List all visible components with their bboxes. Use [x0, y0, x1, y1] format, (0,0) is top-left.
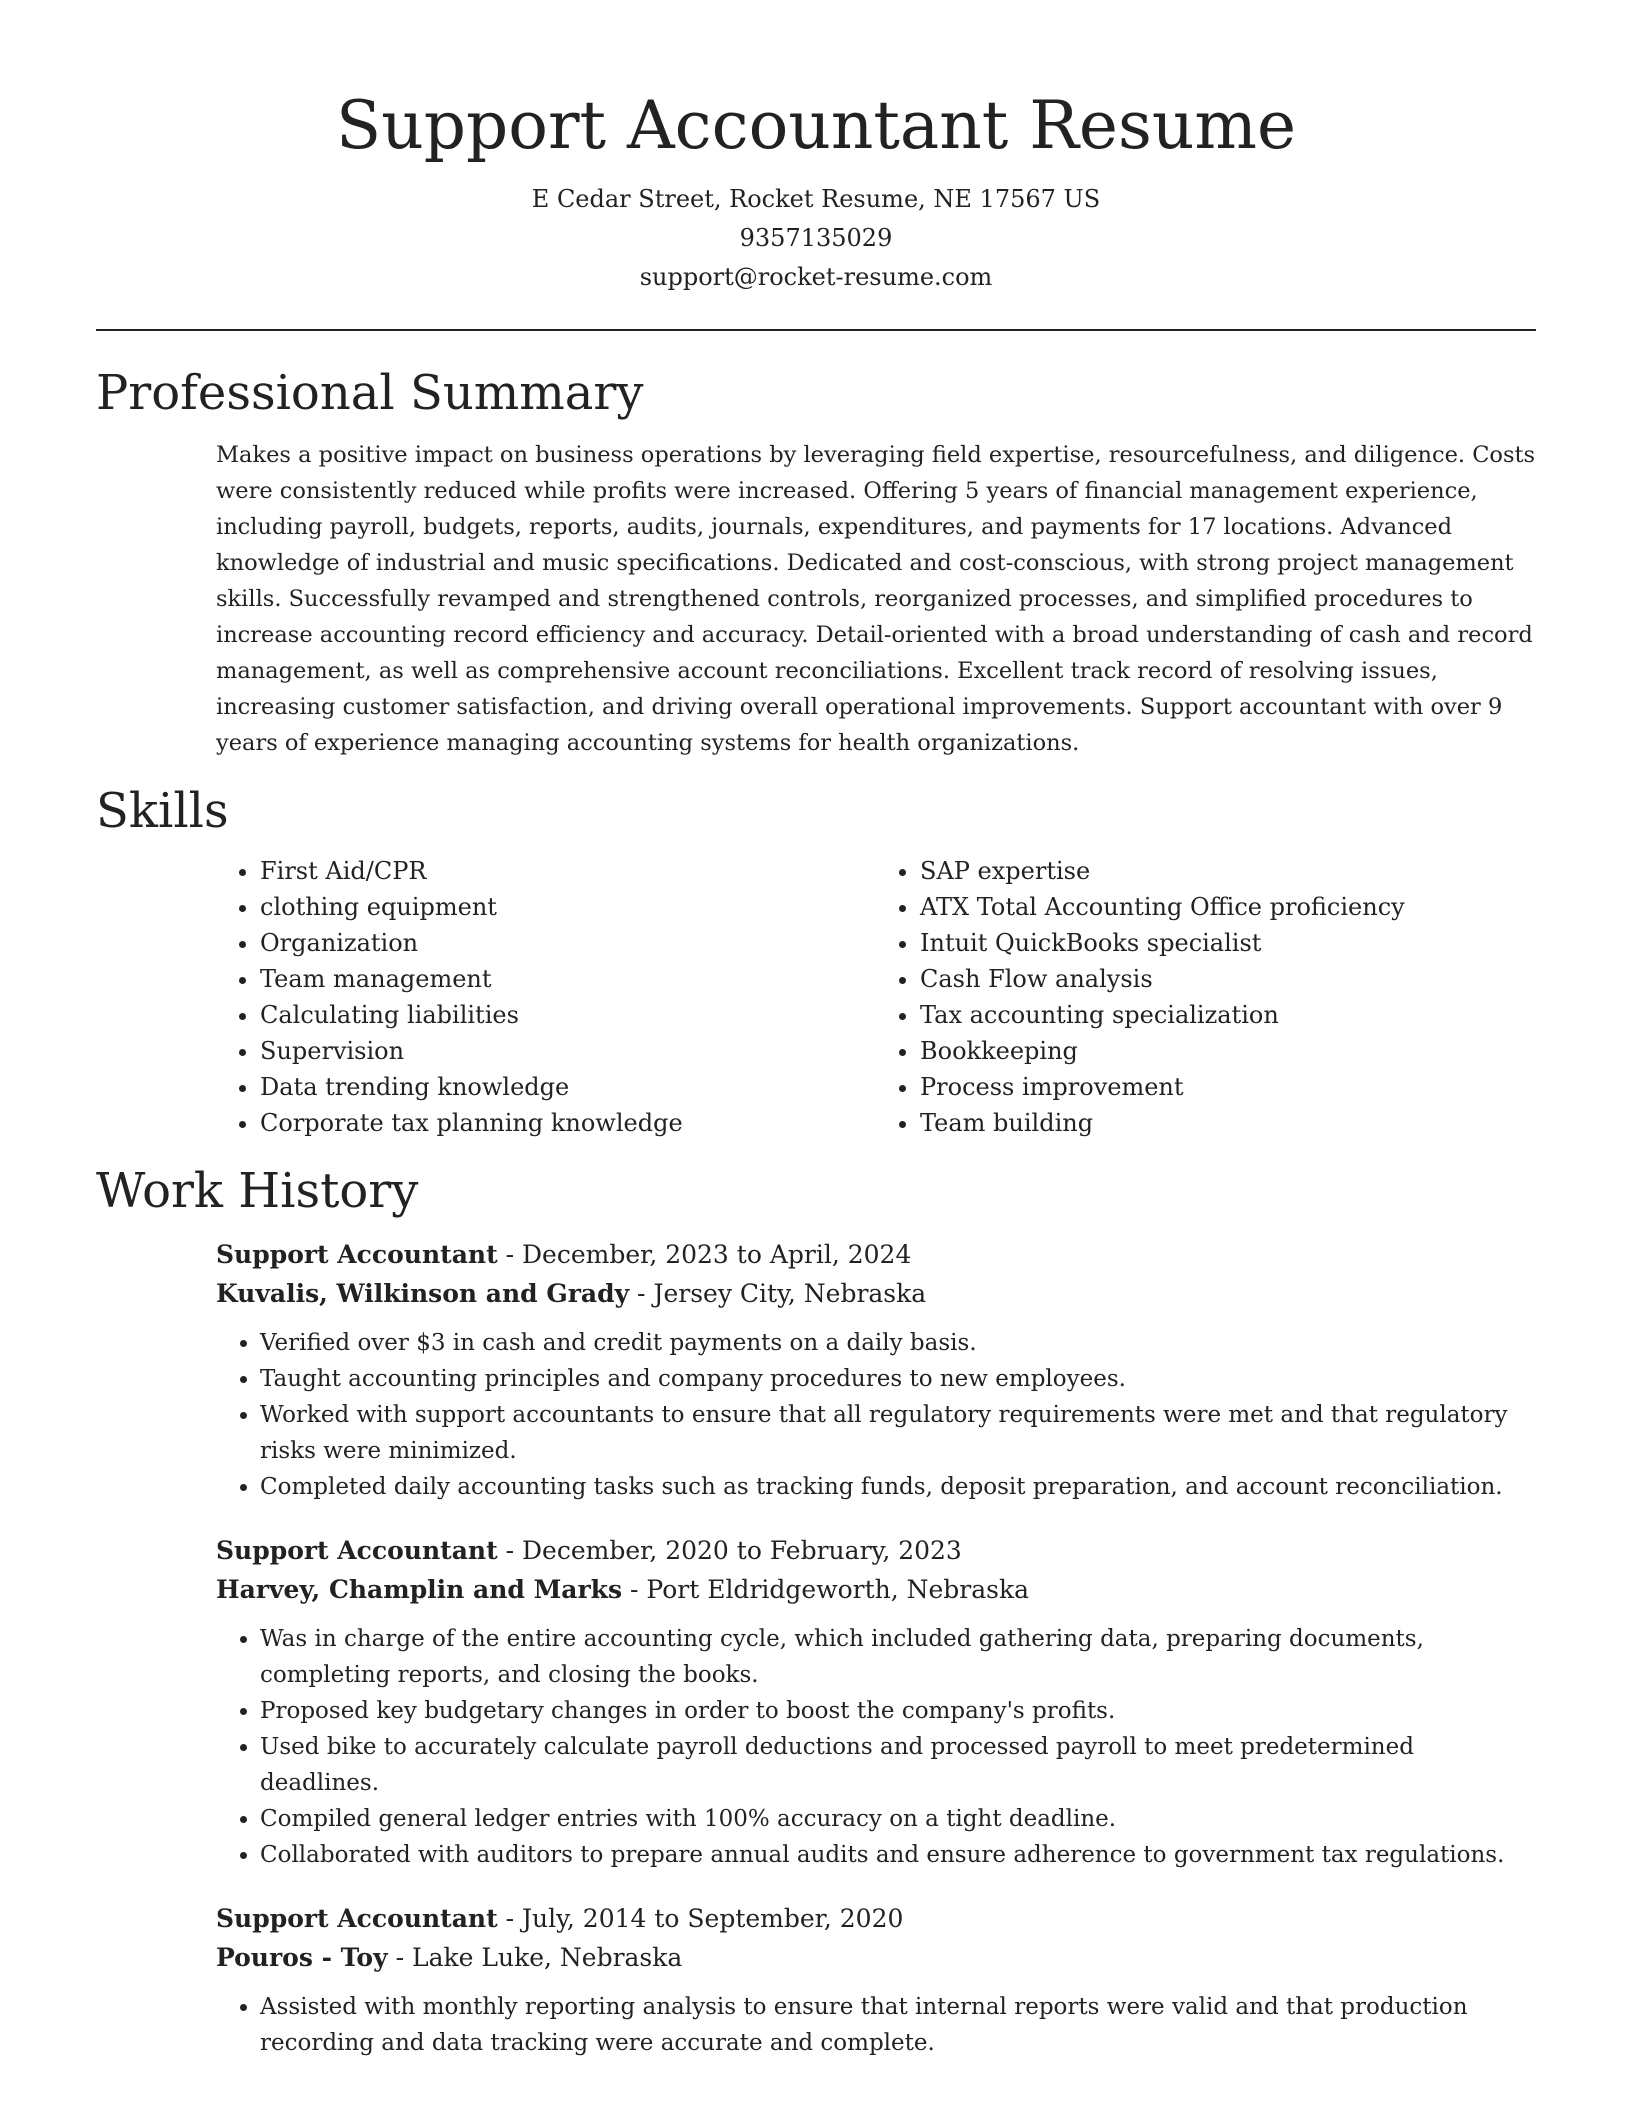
- skills-heading: Skills: [96, 783, 229, 839]
- job-bullet: • Used bike to accurately calculate payroll deductions and processed payroll to meet predetermined deadlines.: [260, 1729, 1536, 1801]
- contact-address: E Cedar Street, Rocket Resume, NE 17567 US: [531, 185, 1101, 213]
- job-bullet: • Compiled general ledger entries with 100% accuracy on a tight deadline.: [260, 1801, 1536, 1837]
- skills-list-right: [876, 853, 1536, 1141]
- job-bullet: • Proposed key budgetary changes in order to boost the company's profits.: [260, 1693, 1536, 1729]
- job-location: - Jersey City, Nebraska: [629, 1279, 927, 1308]
- job-company: Kuvalis, Wilkinson and Grady: [216, 1279, 630, 1308]
- job-bullets: [216, 1621, 1536, 1873]
- job-dates: - December, 2020 to February, 2023: [497, 1536, 962, 1565]
- job-company-line: [216, 1570, 1536, 1609]
- skills-section: [96, 781, 1536, 1141]
- contact-phone: 9357135029: [739, 224, 893, 252]
- skill-item: • Tax accounting specialization: [920, 997, 1536, 1033]
- skill-item: • clothing equipment: [260, 889, 876, 925]
- skill-item: • Team management: [260, 961, 876, 997]
- job-company-line: [216, 1938, 1536, 1977]
- job-title-line: [216, 1899, 1536, 1938]
- skill-item: • Process improvement: [920, 1069, 1536, 1105]
- contact-email: support@rocket-resume.com: [639, 263, 993, 291]
- job-company: Harvey, Champlin and Marks: [216, 1575, 623, 1604]
- skill-item: • Calculating liabilities: [260, 997, 876, 1033]
- job-company-line: [216, 1274, 1536, 1313]
- job-company: Pouros - Toy: [216, 1943, 388, 1972]
- job-role: Support Accountant: [216, 1240, 498, 1269]
- skill-item: • Organization: [260, 925, 876, 961]
- job-role: Support Accountant: [216, 1536, 498, 1565]
- skill-item: • Supervision: [260, 1033, 876, 1069]
- job-bullet: • Was in charge of the entire accounting cycle, which included gathering data, preparing documents, completing reports, and closing the books.: [260, 1621, 1536, 1693]
- skill-item: • SAP expertise: [920, 853, 1536, 889]
- resume-title: Support Accountant Resume: [336, 87, 1296, 164]
- job-dates: - December, 2023 to April, 2024: [497, 1240, 912, 1269]
- skill-item: • Cash Flow analysis: [920, 961, 1536, 997]
- skill-item: • Bookkeeping: [920, 1033, 1536, 1069]
- skill-item: • Team building: [920, 1105, 1536, 1141]
- job-role: Support Accountant: [216, 1904, 498, 1933]
- work-history-section: [96, 1161, 1536, 2061]
- skill-item: • Intuit QuickBooks specialist: [920, 925, 1536, 961]
- summary-section: [96, 363, 1536, 761]
- skill-item: • ATX Total Accounting Office proficiency: [920, 889, 1536, 925]
- skill-item: • Data trending knowledge: [260, 1069, 876, 1105]
- job-title-line: [216, 1235, 1536, 1274]
- summary-text: Makes a positive impact on business operations by leveraging field expertise, resourcefulness, and diligence. Costs were consistently reduced while profits were increased. Offering 5 years of financial management experience, including payroll, budgets, reports, audits, journals, expenditures, and payments for 17 locations. Advanced knowledge of industrial and music specifications. Dedicated and cost-conscious, with strong project management skills. Successfully revamped and strengthened controls, reorganized processes, and simplified procedures to increase accounting record efficiency and accuracy. Detail-oriented with a broad understanding of cash and record management, as well as comprehensive account reconciliations. Excellent track record of resolving issues, increasing customer satisfaction, and driving overall operational improvements. Support accountant with over 9 years of experience managing accounting systems for health organizations.: [216, 442, 1536, 756]
- header-divider: [96, 329, 1536, 331]
- job-entry: [216, 1235, 1536, 1505]
- skill-item: • Corporate tax planning knowledge: [260, 1105, 876, 1141]
- work-history-heading: Work History: [96, 1163, 419, 1219]
- job-bullet: • Collaborated with auditors to prepare annual audits and ensure adherence to government tax regulations.: [260, 1837, 1536, 1873]
- job-bullet: • Assisted with monthly reporting analysis to ensure that internal reports were valid and that production recording and data tracking were accurate and complete.: [260, 1989, 1536, 2061]
- job-entry: [216, 1899, 1536, 2061]
- skill-item: • First Aid/CPR: [260, 853, 876, 889]
- skills-list-left: [216, 853, 876, 1141]
- job-bullets: [216, 1325, 1536, 1505]
- summary-heading: Professional Summary: [96, 365, 644, 421]
- job-bullet: • Worked with support accountants to ensure that all regulatory requirements were met and that regulatory risks were minimized.: [260, 1397, 1536, 1469]
- job-entry: [216, 1531, 1536, 1873]
- resume-header: [0, 0, 1632, 297]
- job-title-line: [216, 1531, 1536, 1570]
- job-bullet: • Taught accounting principles and company procedures to new employees.: [260, 1361, 1536, 1397]
- skills-grid: [216, 853, 1536, 1141]
- job-dates: - July, 2014 to September, 2020: [497, 1904, 904, 1933]
- job-location: - Port Eldridgeworth, Nebraska: [622, 1575, 1030, 1604]
- job-bullet: • Verified over $3 in cash and credit payments on a daily basis.: [260, 1325, 1536, 1361]
- contact-block: [0, 180, 1632, 297]
- job-bullets: [216, 1989, 1536, 2061]
- job-location: - Lake Luke, Nebraska: [387, 1943, 683, 1972]
- job-bullet: • Completed daily accounting tasks such as tracking funds, deposit preparation, and account reconciliation.: [260, 1469, 1536, 1505]
